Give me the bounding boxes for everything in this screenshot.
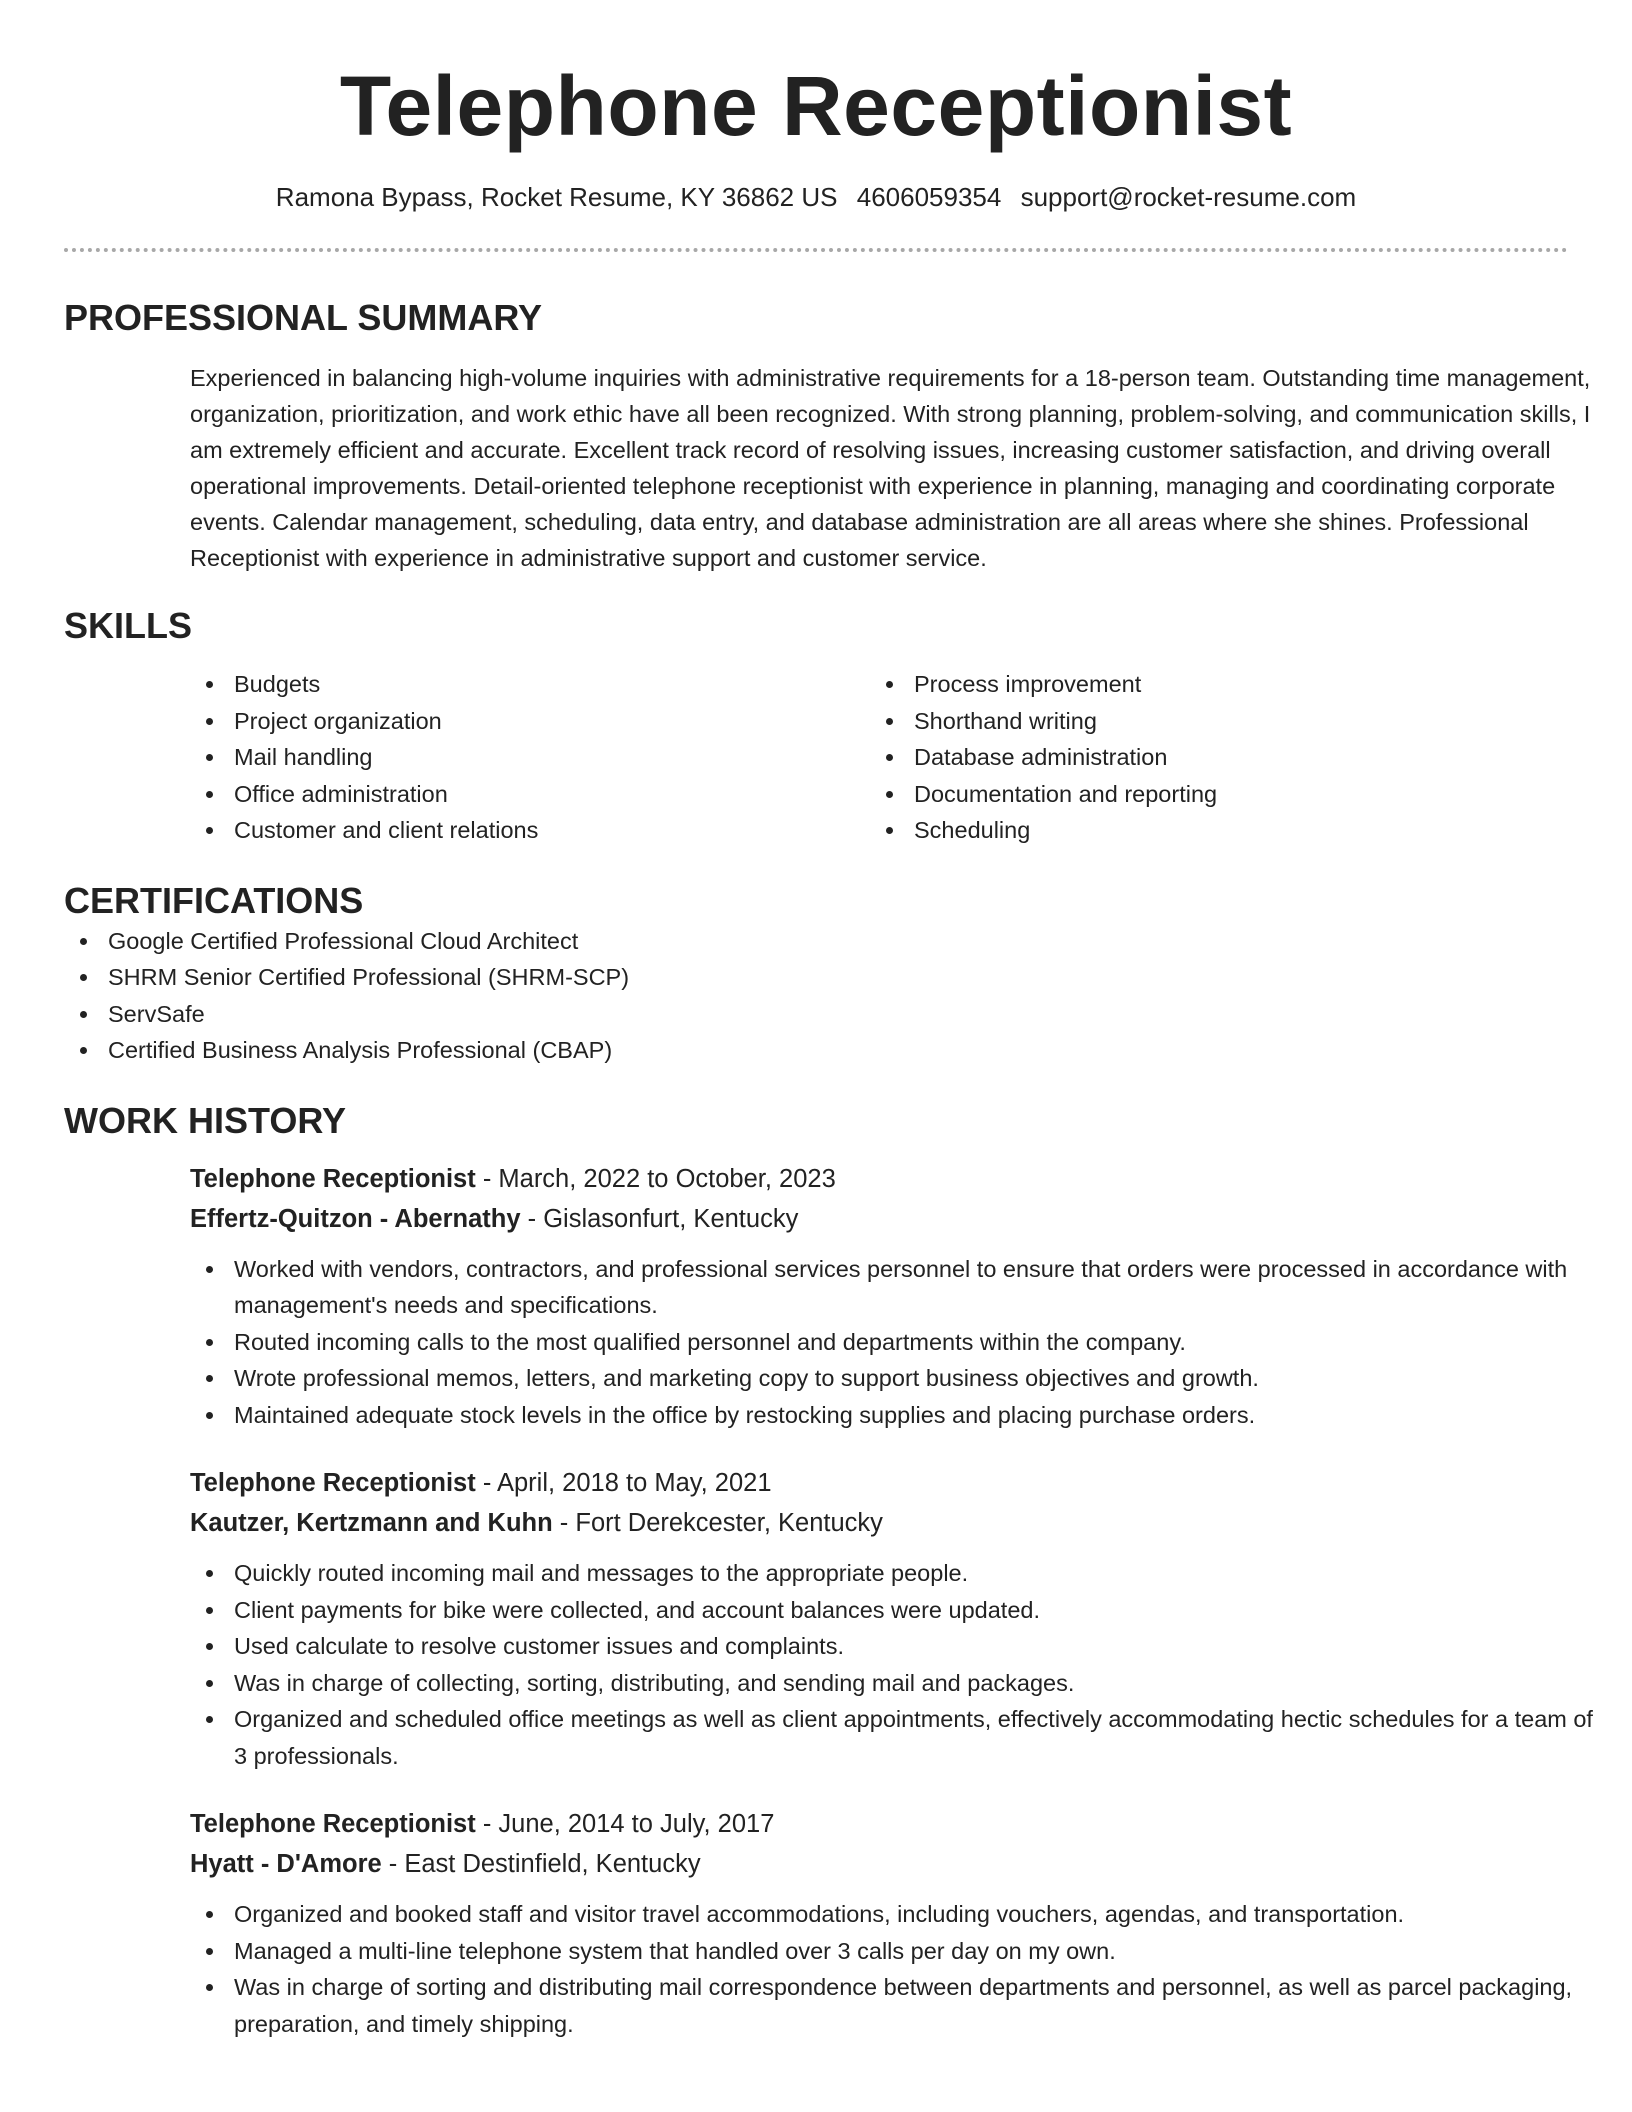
- job-duty-item: Maintained adequate stock levels in the office by restocking supplies and placing purchase orders.: [190, 1397, 1610, 1434]
- certifications-list: [64, 923, 1568, 1069]
- job-location: - Fort Derekcester, Kentucky: [552, 1509, 883, 1537]
- skills-list-left: [190, 666, 870, 849]
- header-divider: [64, 248, 1568, 252]
- job-duty-item: Routed incoming calls to the most qualified personnel and departments within the company.: [190, 1324, 1610, 1361]
- job-location: - Gislasonfurt, Kentucky: [520, 1204, 799, 1233]
- section-title-work-history: WORK HISTORY: [64, 1099, 347, 1141]
- skill-item: Mail handling: [190, 739, 870, 776]
- job-duty-item: Used calculate to resolve customer issues and complaints.: [190, 1628, 1610, 1665]
- job-title-line: [190, 1804, 1610, 1844]
- job-company: Hyatt - D'Amore: [190, 1850, 382, 1878]
- job-role: Telephone Receptionist: [190, 1469, 476, 1497]
- job-company-line: [190, 1503, 1610, 1543]
- section-title-summary: PROFESSIONAL SUMMARY: [64, 297, 543, 338]
- skill-item: Documentation and reporting: [870, 776, 1550, 813]
- contact-email: support@rocket-resume.com: [1020, 182, 1357, 212]
- contact-address: Ramona Bypass, Rocket Resume, KY 36862 US: [275, 182, 838, 212]
- skill-item: Project organization: [190, 703, 870, 740]
- job-company-line: [190, 1844, 1610, 1884]
- job-duty-item: Worked with vendors, contractors, and professional services personnel to ensure that orders were processed in accordance with management's needs and specifications.: [190, 1251, 1610, 1324]
- summary-text: Experienced in balancing high-volume inquiries with administrative requirements for a 18-person team. Outstanding time management, organization, prioritization, and work ethic have all been recognized. With strong planning, problem-solving, and communication skills, I am extremely efficient and accurate. Excellent track record of resolving issues, increasing customer satisfaction, and driving overall operational improvements. Detail-oriented telephone receptionist with experience in planning, managing and coordinating corporate events. Calendar management, scheduling, data entry, and database administration are all areas where she shines. Professional Receptionist with experience in administrative support and customer service.: [190, 365, 1591, 571]
- job-duties-list: [190, 1896, 1610, 2042]
- certification-item: Google Certified Professional Cloud Architect: [64, 923, 1568, 960]
- job-role: Telephone Receptionist: [190, 1810, 476, 1838]
- job-role: Telephone Receptionist: [190, 1164, 476, 1193]
- skills-grid: [190, 666, 1568, 849]
- job-entry: [190, 1463, 1610, 1774]
- job-dates: - March, 2022 to October, 2023: [475, 1164, 836, 1193]
- job-duty-item: Wrote professional memos, letters, and marketing copy to support business objectives and growth.: [190, 1360, 1610, 1397]
- job-duty-item: Client payments for bike were collected, and account balances were updated.: [190, 1592, 1610, 1629]
- job-duty-item: Managed a multi-line telephone system that handled over 3 calls per day on my own.: [190, 1933, 1610, 1970]
- job-dates: - April, 2018 to May, 2021: [475, 1469, 772, 1497]
- section-title-skills: SKILLS: [64, 605, 193, 646]
- candidate-name: Telephone Receptionist: [339, 59, 1293, 153]
- skill-item: Customer and client relations: [190, 812, 870, 849]
- certification-item: Certified Business Analysis Professional (CBAP): [64, 1032, 1568, 1069]
- certification-item: SHRM Senior Certified Professional (SHRM-SCP): [64, 959, 1568, 996]
- job-duty-item: Quickly routed incoming mail and messages to the appropriate people.: [190, 1555, 1610, 1592]
- job-duty-item: Organized and scheduled office meetings as well as client appointments, effectively accommodating hectic schedules for a team of 3 professionals.: [190, 1701, 1610, 1774]
- job-duty-item: Organized and booked staff and visitor travel accommodations, including vouchers, agendas, and transportation.: [190, 1896, 1610, 1933]
- contact-phone: 4606059354: [856, 182, 1002, 212]
- skill-item: Process improvement: [870, 666, 1550, 703]
- job-title-line: [190, 1463, 1610, 1503]
- job-location: - East Destinfield, Kentucky: [381, 1850, 701, 1878]
- skill-item: Scheduling: [870, 812, 1550, 849]
- skills-column-left: [190, 666, 870, 849]
- skill-item: Office administration: [190, 776, 870, 813]
- skills-column-right: [870, 666, 1550, 849]
- job-company: Kautzer, Kertzmann and Kuhn: [190, 1509, 553, 1537]
- job-entry: [190, 1159, 1610, 1434]
- job-company: Effertz-Quitzon - Abernathy: [190, 1204, 521, 1233]
- job-title-line: [190, 1159, 1610, 1199]
- job-company-line: [190, 1199, 1610, 1239]
- certification-item: ServSafe: [64, 996, 1568, 1033]
- job-duties-list: [190, 1555, 1610, 1774]
- skills-list-right: [870, 666, 1550, 849]
- contact-line: [64, 180, 1568, 214]
- skill-item: Shorthand writing: [870, 703, 1550, 740]
- skill-item: Budgets: [190, 666, 870, 703]
- job-entry: [190, 1804, 1610, 2042]
- section-title-certifications: CERTIFICATIONS: [64, 879, 364, 921]
- job-duty-item: Was in charge of collecting, sorting, distributing, and sending mail and packages.: [190, 1665, 1610, 1702]
- skill-item: Database administration: [870, 739, 1550, 776]
- job-duties-list: [190, 1251, 1610, 1434]
- job-duty-item: Was in charge of sorting and distributing mail correspondence between departments and personnel, as well as parcel packaging, preparation, and timely shipping.: [190, 1969, 1610, 2042]
- job-dates: - June, 2014 to July, 2017: [475, 1810, 775, 1838]
